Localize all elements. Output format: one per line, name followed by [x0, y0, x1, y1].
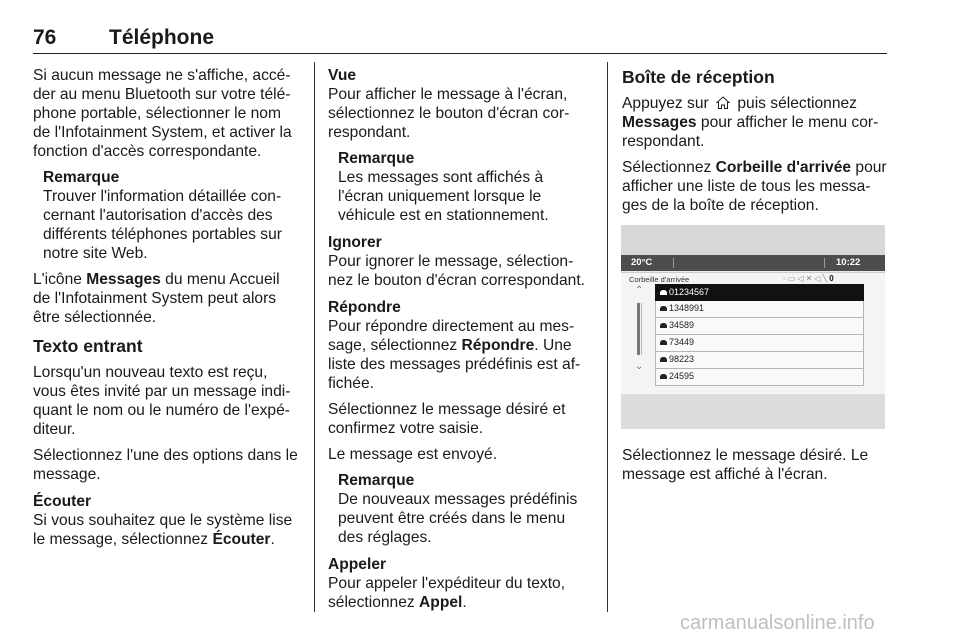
note	[328, 149, 592, 225]
paragraph: Sélectionnez l'une des options dans le message.	[33, 447, 298, 483]
column-divider	[314, 62, 315, 612]
column-divider	[607, 62, 608, 612]
list-item[interactable]	[655, 369, 864, 386]
speaker-icon: ◁	[814, 274, 823, 283]
separator	[673, 258, 674, 268]
text: Appuyez sur	[622, 95, 714, 112]
text: Si vous souhaitez que le système lise le message, sélectionnez	[33, 512, 293, 548]
paragraph: Si aucun message ne s'affiche, accé-der au menu Bluetooth sur votre télé-phone portable, sélectionner le nom de l'Infotainment System, et activer la fonction d'accès correspondante.	[33, 67, 292, 160]
column-3-bottom	[622, 446, 888, 491]
separator	[824, 258, 825, 268]
home-icon	[716, 96, 730, 110]
phone-icon: ╲	[822, 274, 830, 283]
paragraph	[33, 511, 301, 549]
message-sender: 73449	[669, 337, 695, 347]
message-sender: 34589	[669, 320, 695, 330]
note-text: De nouveaux messages prédéfinis peuvent être créés dans le menu des réglages.	[338, 491, 578, 546]
watermark: carmanualsonline.info	[680, 612, 875, 634]
subheading: Appeler	[328, 556, 387, 573]
list-item[interactable]	[655, 335, 864, 352]
list-item[interactable]	[655, 301, 864, 318]
inbox-panel	[621, 272, 885, 394]
text: Pour répondre directement au mes-sage, sélectionnez	[328, 318, 575, 354]
message-sender: 01234567	[669, 287, 710, 297]
list-item[interactable]	[655, 284, 864, 301]
paragraph	[622, 94, 888, 151]
info-icon: 0	[829, 274, 836, 283]
paragraph	[622, 158, 888, 215]
message-icon	[660, 357, 667, 362]
list-item[interactable]	[655, 352, 864, 369]
section-heading: Texto entrant	[33, 336, 143, 356]
text: .	[270, 531, 275, 548]
text: Sélectionnez	[622, 159, 716, 176]
message-sender: 1348991	[669, 303, 705, 313]
text: puis sélectionnez	[733, 95, 857, 112]
paragraph	[33, 270, 301, 327]
panel-title: Corbeille d'arrivée	[629, 275, 690, 284]
message-icon	[660, 306, 667, 311]
clock-readout: 10:22	[836, 257, 861, 268]
note-text: Les messages sont affichés à l'écran uniquement lorsque le véhicule est en stationnement.	[338, 169, 549, 224]
paragraph	[328, 317, 592, 393]
text: pour afficher une liste de tous les messa-ges de la boîte de réception.	[622, 159, 887, 214]
text-bold: Répondre	[461, 337, 535, 354]
note-text: Trouver l'information détaillée con-cernant l'autorisation d'accès des différents téléphones portables sur notre site Web.	[43, 188, 282, 262]
note-title: Remarque	[338, 150, 415, 167]
paragraph: Pour ignorer le message, sélection-nez le bouton d'écran correspondant.	[328, 253, 585, 289]
text: L'icône	[33, 271, 87, 288]
note-title: Remarque	[43, 169, 120, 186]
column-1	[33, 66, 301, 556]
scroll-up-icon[interactable]: ⌃	[635, 285, 644, 296]
section-heading: Boîte de réception	[622, 67, 775, 87]
subheading: Ignorer	[328, 234, 382, 251]
subheading: Écouter	[33, 493, 92, 510]
text: du menu Accueil de l'Infotainment System peut alors être sélectionnée.	[33, 271, 280, 326]
text: .	[462, 594, 467, 611]
subheading: Répondre	[328, 299, 401, 316]
text-bold: Messages	[622, 114, 697, 131]
status-icons	[783, 274, 836, 283]
note	[328, 471, 592, 547]
screen-bottom-bezel	[621, 394, 885, 429]
scrollbar-track	[641, 303, 642, 355]
text-bold: Corbeille d'arrivée	[715, 159, 852, 176]
subheading: Vue	[328, 67, 357, 84]
temperature-readout: 20°C	[631, 257, 653, 268]
page-header	[33, 26, 887, 54]
infotainment-screen	[621, 225, 885, 429]
text-bold: Écouter	[212, 531, 271, 548]
message-icon	[660, 340, 667, 345]
paragraph: Le message est envoyé.	[328, 446, 498, 463]
paragraph: Sélectionnez le message désiré. Le message est affiché à l'écran.	[622, 447, 869, 483]
bluetooth-icon: ✕	[805, 274, 815, 283]
chapter-title: Téléphone	[109, 26, 215, 49]
column-3	[622, 66, 888, 222]
sms-icon: ▭	[787, 274, 798, 283]
text: . Une liste des messages prédéfinis est af-fichée.	[328, 337, 581, 392]
paragraph: Pour afficher le message à l'écran, sélectionnez le bouton d'écran cor-respondant.	[328, 86, 570, 141]
volume-icon: ◁	[797, 274, 806, 283]
message-list	[655, 284, 864, 386]
paragraph: Lorsqu'un nouveau texto est reçu, vous êtes invité par un message indi-quant le nom ou le numéro de l'expé-diteur.	[33, 364, 291, 438]
text-bold: Messages	[86, 271, 161, 288]
note-title: Remarque	[338, 472, 415, 489]
paragraph	[328, 574, 592, 612]
text: pour afficher le menu cor-respondant.	[622, 114, 879, 150]
status-bar	[621, 255, 885, 271]
message-icon	[660, 290, 667, 295]
text-bold: Appel	[419, 594, 463, 611]
scrollbar[interactable]	[637, 303, 640, 355]
message-icon	[660, 374, 667, 379]
scroll-down-icon[interactable]: ⌄	[635, 361, 644, 372]
column-2	[328, 66, 592, 619]
message-sender: 98223	[669, 354, 695, 364]
note	[33, 168, 301, 263]
message-sender: 24595	[669, 371, 695, 381]
signal-icon: ◦	[783, 274, 788, 283]
list-item[interactable]	[655, 318, 864, 335]
text: Pour appeler l'expéditeur du texto, sélectionnez	[328, 575, 566, 611]
page-number: 76	[33, 26, 57, 49]
paragraph: Sélectionnez le message désiré et confirmez votre saisie.	[328, 401, 566, 437]
message-icon	[660, 323, 667, 328]
